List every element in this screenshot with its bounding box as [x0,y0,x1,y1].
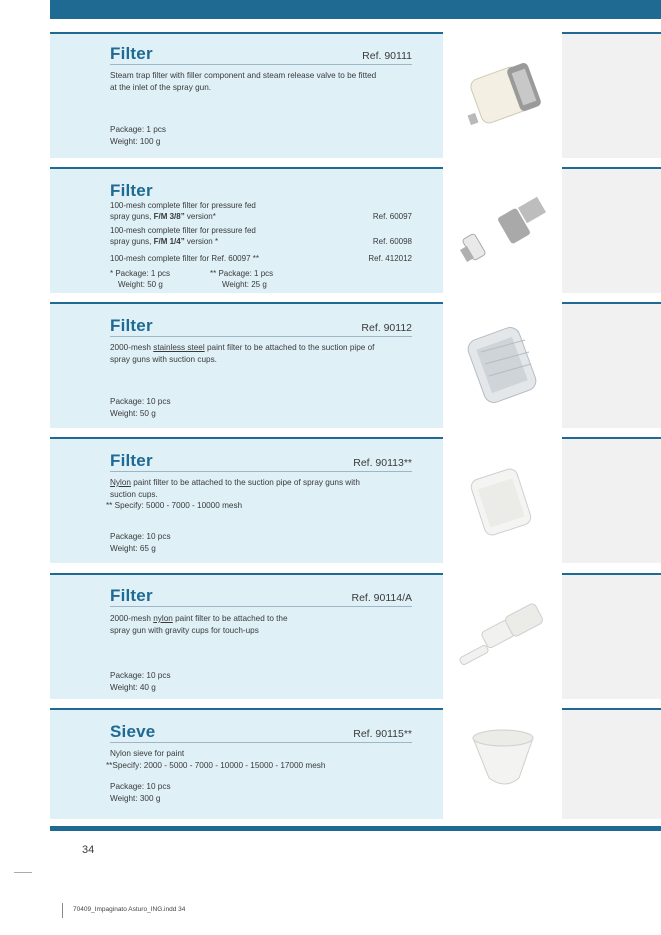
side-panel [562,167,661,293]
item-ref: Ref. 60097 [372,212,412,221]
product-description: Nylon sieve for paint **Specify: 2000 - 5000 - 7000 - 10000 - 15000 - 17000 mesh [106,749,326,770]
product-image-area [445,302,557,428]
package-info-b: ** Package: 1 pcs Weight: 25 g [210,269,274,289]
side-panel [562,573,661,699]
package-info: Package: 1 pcs Weight: 100 g [110,125,166,146]
product-description: 2000-mesh stainless steel paint filter to be attached to the suction pipe of spray guns with suction cups. [110,343,375,364]
product-image-area [445,32,557,158]
product-ref: Ref. 90112 [361,322,412,334]
product-title: Sieve [110,722,156,741]
title-rule [110,336,412,337]
product-title: Filter [110,181,153,200]
item-60098: 100-mesh complete filter for pressure fed spray guns, F/M 1/4” version * [110,226,256,246]
nylon-filter-image [445,437,557,563]
file-footer: 70409_Impaginato Asturo_ING.indd 34 [73,906,186,913]
package-info: Package: 10 pcs Weight: 40 g [110,671,171,692]
product-panel-90111 [50,32,443,158]
product-title: Filter [110,586,153,605]
side-panel [562,437,661,563]
title-rule [110,606,412,607]
product-panel-90112 [50,302,443,428]
product-panel-60097 [50,167,443,293]
title-rule [110,64,412,65]
product-ref: Ref. 90114/A [351,592,412,604]
package-info: Package: 10 pcs Weight: 65 g [110,532,171,553]
item-ref: Ref. 60098 [372,237,412,246]
package-info-a: * Package: 1 pcs Weight: 50 g [110,269,171,289]
side-panel [562,302,661,428]
product-description: Nylon paint filter to be attached to the suction pipe of spray guns with suction cups. ** Specify: 5000 - 7000 - 10000 mesh [106,478,360,510]
page-number: 34 [82,844,95,856]
crop-mark [14,872,32,873]
gravity-cup-filter-image [445,573,557,699]
footer-mark [62,903,63,918]
product-image-area [445,573,557,699]
item-60097: 100-mesh complete filter for pressure fed spray guns, F/M 3/8” version* [110,201,256,221]
product-description: 2000-mesh nylon paint filter to be attached to the spray gun with gravity cups for touch-ups [110,614,288,635]
pressure-filter-fittings-image [445,167,557,293]
stainless-steel-filter-image [445,302,557,428]
product-description: Steam trap filter with filler component and steam release valve to be fitted at the inlet of the spray gun. [110,71,377,92]
bottom-color-bar [50,826,661,831]
product-ref: Ref. 90113** [353,457,412,469]
product-title: Filter [110,451,153,470]
product-ref: Ref. 90111 [362,50,412,62]
item-412012: 100-mesh complete filter for Ref. 60097 ** [110,254,259,263]
side-panel [562,32,661,158]
product-ref: Ref. 90115** [353,728,412,740]
product-panel-90114A [50,573,443,699]
side-panel [562,708,661,819]
title-rule [110,471,412,472]
item-ref: Ref. 412012 [368,254,412,263]
package-info: Package: 10 pcs Weight: 300 g [110,782,171,803]
product-title: Filter [110,316,153,335]
product-panel-90113 [50,437,443,563]
product-image-area [445,437,557,563]
title-rule [110,742,412,743]
product-title: Filter [110,44,153,63]
package-info: Package: 10 pcs Weight: 50 g [110,397,171,418]
product-image-area [445,708,557,819]
top-color-bar [50,0,661,19]
nylon-sieve-image [445,708,557,819]
steam-trap-filter-image [445,32,557,158]
product-image-area [445,167,557,293]
product-panel-90115 [50,708,443,819]
